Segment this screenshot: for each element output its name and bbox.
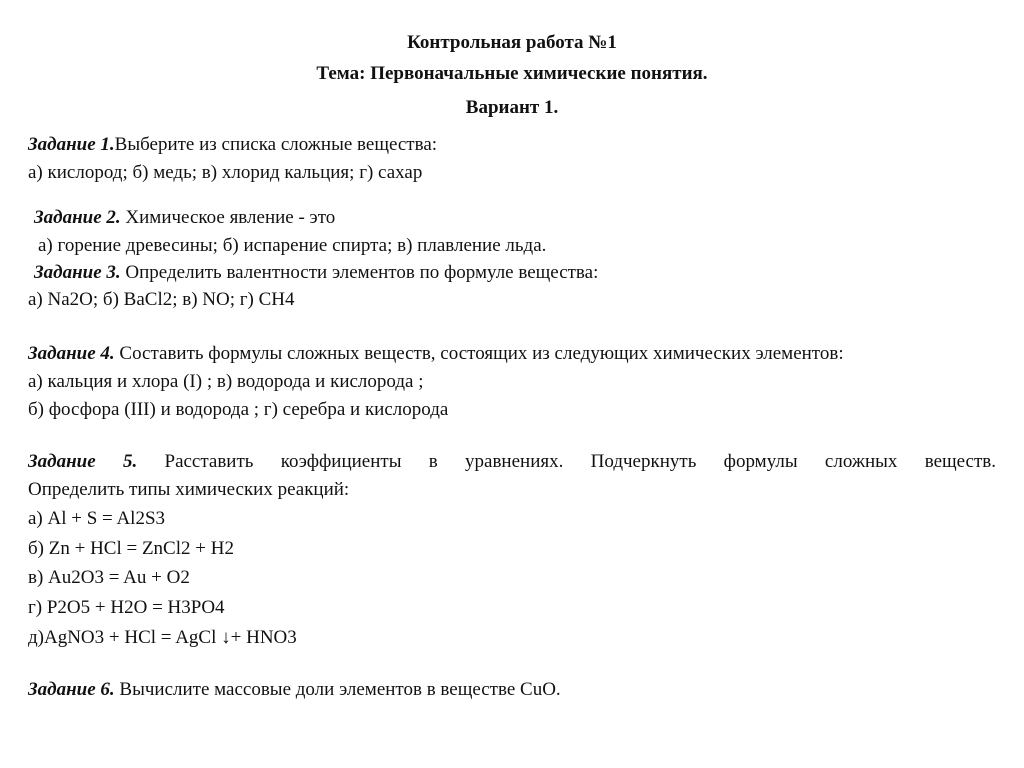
task-4-question (28, 342, 844, 366)
task-3-options: а) Na2O; б) BaCl2; в) NO; г) CH4 (28, 289, 295, 310)
task-5-label: Задание 5. (28, 451, 138, 472)
task-2-text: Химическое явление - это (120, 207, 336, 228)
task-2-label: Задание 2. (34, 207, 121, 228)
task-4-label: Задание 4. (28, 343, 115, 364)
task-4-text: Составить формулы сложных веществ, состоящих из следующих химических элементов: (114, 343, 844, 364)
task-6-question (28, 678, 561, 702)
task-2-question (34, 206, 335, 230)
equation-d: г) P2O5 + H2O = H3PO4 (28, 597, 225, 618)
task-1-label: Задание 1. (28, 134, 115, 155)
equation-b: б) Zn + HCl = ZnCl2 + H2 (28, 538, 234, 559)
equation-e: д)AgNO3 + HCl = AgCl ↓+ HNO3 (28, 627, 297, 648)
task-6-label: Задание 6. (28, 679, 115, 700)
task-5-question (28, 450, 996, 474)
task-1-question (28, 133, 437, 157)
task-4-options-line2: б) фосфора (III) и водорода ; г) серебра и кислорода (28, 399, 449, 420)
task-1-text: Выберите из списка сложные вещества: (114, 134, 438, 155)
task-2-options: а) горение древесины; б) испарение спирта; в) плавление льда. (38, 235, 547, 256)
task-5-text: Расставить коэффициенты в уравнениях. Подчеркнуть формулы сложных веществ. (137, 451, 996, 472)
task-3-question (34, 261, 598, 285)
task-3-label: Задание 3. (34, 262, 121, 283)
equation-c: в) Au2O3 = Au + O2 (28, 567, 190, 588)
task-1-options: а) кислород; б) медь; в) хлорид кальция; г) сахар (28, 162, 423, 183)
variant-heading: Вариант 1. (465, 97, 559, 118)
equation-a: а) Al + S = Al2S3 (28, 508, 166, 529)
document-topic: Тема: Первоначальные химические понятия. (316, 63, 708, 84)
task-5-subtext: Определить типы химических реакций: (28, 479, 350, 500)
task-4-options-line1: а) кальция и хлора (I) ; в) водорода и кислорода ; (28, 371, 424, 392)
task-3-text: Определить валентности элементов по формуле вещества: (120, 262, 599, 283)
document-title: Контрольная работа №1 (407, 32, 617, 53)
task-6-text: Вычислите массовые доли элементов в веществе CuO. (114, 679, 561, 700)
